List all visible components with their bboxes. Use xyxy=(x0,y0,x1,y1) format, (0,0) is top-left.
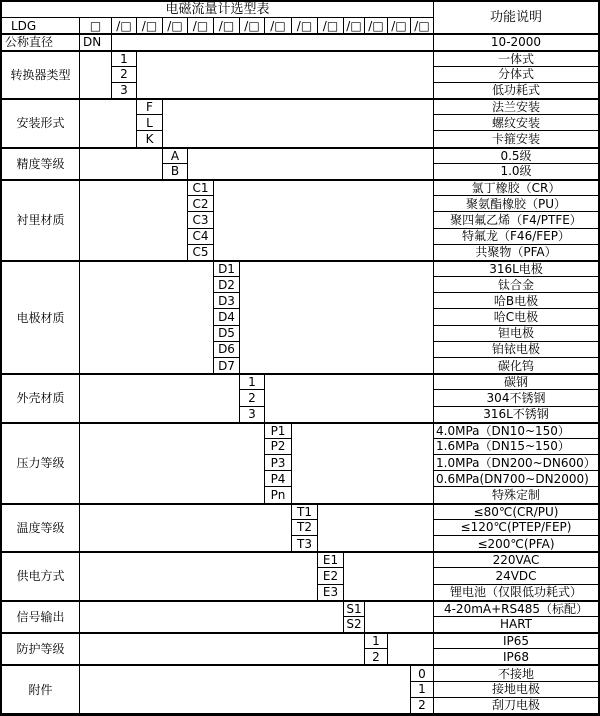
category-cell: 温度等级 xyxy=(2,504,80,553)
desc-cell: 碳钢 xyxy=(434,374,598,390)
code-cell: 1 xyxy=(365,633,388,649)
code-cell: C5 xyxy=(188,245,214,261)
code-cell: P2 xyxy=(265,439,292,455)
model-slash-box-cell: /□ xyxy=(214,18,240,34)
desc-cell: ≤120℃(PTEP/FEP) xyxy=(434,520,598,536)
desc-cell: 哈C电极 xyxy=(434,309,598,325)
filler-cell xyxy=(80,261,214,374)
model-slash-box-cell: /□ xyxy=(388,18,411,34)
category-cell: 信号输出 xyxy=(2,601,80,633)
code-cell: 2 xyxy=(112,67,137,83)
desc-cell: 碳化钨 xyxy=(434,358,598,374)
desc-cell: 不接地 xyxy=(434,665,598,681)
code-cell: C4 xyxy=(188,229,214,245)
code-cell: Pn xyxy=(265,487,292,503)
code-cell: D1 xyxy=(214,261,240,277)
code-cell: F xyxy=(137,99,163,115)
filler-cell xyxy=(80,374,240,423)
code-cell: 2 xyxy=(411,698,434,714)
code-cell: E1 xyxy=(318,552,344,568)
desc-cell: 钽电极 xyxy=(434,326,598,342)
code-cell: 1 xyxy=(411,682,434,698)
code-cell: L xyxy=(137,115,163,131)
category-cell: 精度等级 xyxy=(2,148,80,180)
filler-cell xyxy=(80,552,318,601)
desc-cell: 0.6MPa(DN700~DN2000) xyxy=(434,471,598,487)
model-slash-box-cell: /□ xyxy=(240,18,265,34)
desc-cell: 锂电池（仅限低功耗式） xyxy=(434,585,598,601)
desc-cell: 聚氨酯橡胶（PU） xyxy=(434,196,598,212)
desc-cell: HART xyxy=(434,617,598,633)
filler-cell xyxy=(292,423,434,504)
desc-cell: 铂铱电极 xyxy=(434,342,598,358)
desc-cell: 特氟龙（F46/FEP） xyxy=(434,229,598,245)
category-cell: 压力等级 xyxy=(2,423,80,504)
model-slash-box-cell: /□ xyxy=(163,18,188,34)
desc-cell: 接地电极 xyxy=(434,682,598,698)
filler-cell xyxy=(80,423,265,504)
desc-cell: 特殊定制 xyxy=(434,487,598,503)
code-cell: 3 xyxy=(240,407,265,423)
filler-cell xyxy=(80,504,292,553)
code-cell: 1 xyxy=(112,51,137,67)
desc-cell: 24VDC xyxy=(434,568,598,584)
filler-cell xyxy=(112,34,434,50)
desc-cell: IP65 xyxy=(434,633,598,649)
filler-cell xyxy=(80,665,411,714)
category-cell: 供电方式 xyxy=(2,552,80,601)
desc-cell: 哈B电极 xyxy=(434,293,598,309)
category-cell: 外壳材质 xyxy=(2,374,80,423)
filler-cell xyxy=(80,633,365,665)
filler-cell xyxy=(80,180,188,261)
model-slash-box-cell: /□ xyxy=(112,18,137,34)
desc-cell: 共聚物（PFA） xyxy=(434,245,598,261)
category-cell: 电极材质 xyxy=(2,261,80,374)
filler-cell xyxy=(318,504,434,553)
category-cell: 附件 xyxy=(2,665,80,714)
model-prefix-cell: LDG xyxy=(2,18,80,34)
code-cell: D6 xyxy=(214,342,240,358)
code-cell: S1 xyxy=(344,601,365,617)
code-cell: C3 xyxy=(188,212,214,228)
desc-cell: 316L电极 xyxy=(434,261,598,277)
filler-cell xyxy=(365,601,434,633)
filler-cell xyxy=(137,51,434,100)
code-cell: DN xyxy=(80,34,112,50)
filler-cell xyxy=(80,601,344,633)
desc-cell: 螺纹安装 xyxy=(434,115,598,131)
model-slash-box-cell: /□ xyxy=(318,18,344,34)
code-cell: C1 xyxy=(188,180,214,196)
filler-cell xyxy=(388,633,434,665)
function-header: 功能说明 xyxy=(434,2,598,34)
code-cell: A xyxy=(163,148,188,164)
desc-cell: 氯丁橡胶（CR） xyxy=(434,180,598,196)
filler-cell xyxy=(80,148,163,180)
code-cell: T2 xyxy=(292,520,318,536)
model-slash-box-cell: /□ xyxy=(411,18,434,34)
code-cell: 3 xyxy=(112,83,137,99)
code-cell: D2 xyxy=(214,277,240,293)
filler-cell xyxy=(163,99,434,148)
code-cell: K xyxy=(137,131,163,147)
code-cell: E3 xyxy=(318,585,344,601)
desc-cell: 刮刀电极 xyxy=(434,698,598,714)
code-cell: 2 xyxy=(365,649,388,665)
model-slash-box-cell: /□ xyxy=(137,18,163,34)
filler-cell xyxy=(188,148,434,180)
category-cell: 公称直径 xyxy=(2,34,80,50)
desc-cell: 一体式 xyxy=(434,51,598,67)
desc-cell: IP68 xyxy=(434,649,598,665)
code-cell: 2 xyxy=(240,390,265,406)
desc-cell: 法兰安装 xyxy=(434,99,598,115)
code-cell: T3 xyxy=(292,536,318,552)
model-slash-box-cell: /□ xyxy=(344,18,365,34)
desc-cell: 220VAC xyxy=(434,552,598,568)
category-cell: 安装形式 xyxy=(2,99,80,148)
model-slash-box-cell: /□ xyxy=(265,18,292,34)
desc-cell: 钛合金 xyxy=(434,277,598,293)
desc-cell: 4.0MPa（DN10~150） xyxy=(434,423,598,439)
desc-cell: 1.6MPa（DN15~150） xyxy=(434,439,598,455)
code-cell: 0 xyxy=(411,665,434,681)
filler-cell xyxy=(344,552,434,601)
category-cell: 防护等级 xyxy=(2,633,80,665)
code-cell: D4 xyxy=(214,309,240,325)
code-cell: D3 xyxy=(214,293,240,309)
code-cell: B xyxy=(163,164,188,180)
code-cell: P3 xyxy=(265,455,292,471)
desc-cell: ≤80℃(CR/PU) xyxy=(434,504,598,520)
category-cell: 转换器类型 xyxy=(2,51,80,100)
filler-cell xyxy=(265,374,434,423)
code-cell: E2 xyxy=(318,568,344,584)
model-slash-box-cell: /□ xyxy=(188,18,214,34)
category-cell: 衬里材质 xyxy=(2,180,80,261)
desc-cell: 分体式 xyxy=(434,67,598,83)
model-slash-box-cell: /□ xyxy=(292,18,318,34)
filler-cell xyxy=(80,51,112,100)
desc-cell: 低功耗式 xyxy=(434,83,598,99)
filler-cell xyxy=(214,180,434,261)
code-cell: D5 xyxy=(214,326,240,342)
code-cell: 1 xyxy=(240,374,265,390)
code-cell: D7 xyxy=(214,358,240,374)
desc-cell: 10-2000 xyxy=(434,34,598,50)
desc-cell: 1.0MPa（DN200~DN600） xyxy=(434,455,598,471)
desc-cell: 聚四氟乙烯（F4/PTFE） xyxy=(434,212,598,228)
code-cell: P1 xyxy=(265,423,292,439)
desc-cell: 4-20mA+RS485（标配） xyxy=(434,601,598,617)
model-box-cell: □ xyxy=(80,18,112,34)
desc-cell: 316L不锈钢 xyxy=(434,407,598,423)
desc-cell: 0.5级 xyxy=(434,148,598,164)
filler-cell xyxy=(80,99,137,148)
table-title: 电磁流量计选型表 xyxy=(2,2,434,18)
desc-cell: 卡箍安装 xyxy=(434,131,598,147)
code-cell: S2 xyxy=(344,617,365,633)
desc-cell: 1.0级 xyxy=(434,164,598,180)
desc-cell: ≤200℃(PFA) xyxy=(434,536,598,552)
desc-cell: 304不锈钢 xyxy=(434,390,598,406)
filler-cell xyxy=(240,261,434,374)
model-slash-box-cell: /□ xyxy=(365,18,388,34)
code-cell: C2 xyxy=(188,196,214,212)
code-cell: T1 xyxy=(292,504,318,520)
code-cell: P4 xyxy=(265,471,292,487)
